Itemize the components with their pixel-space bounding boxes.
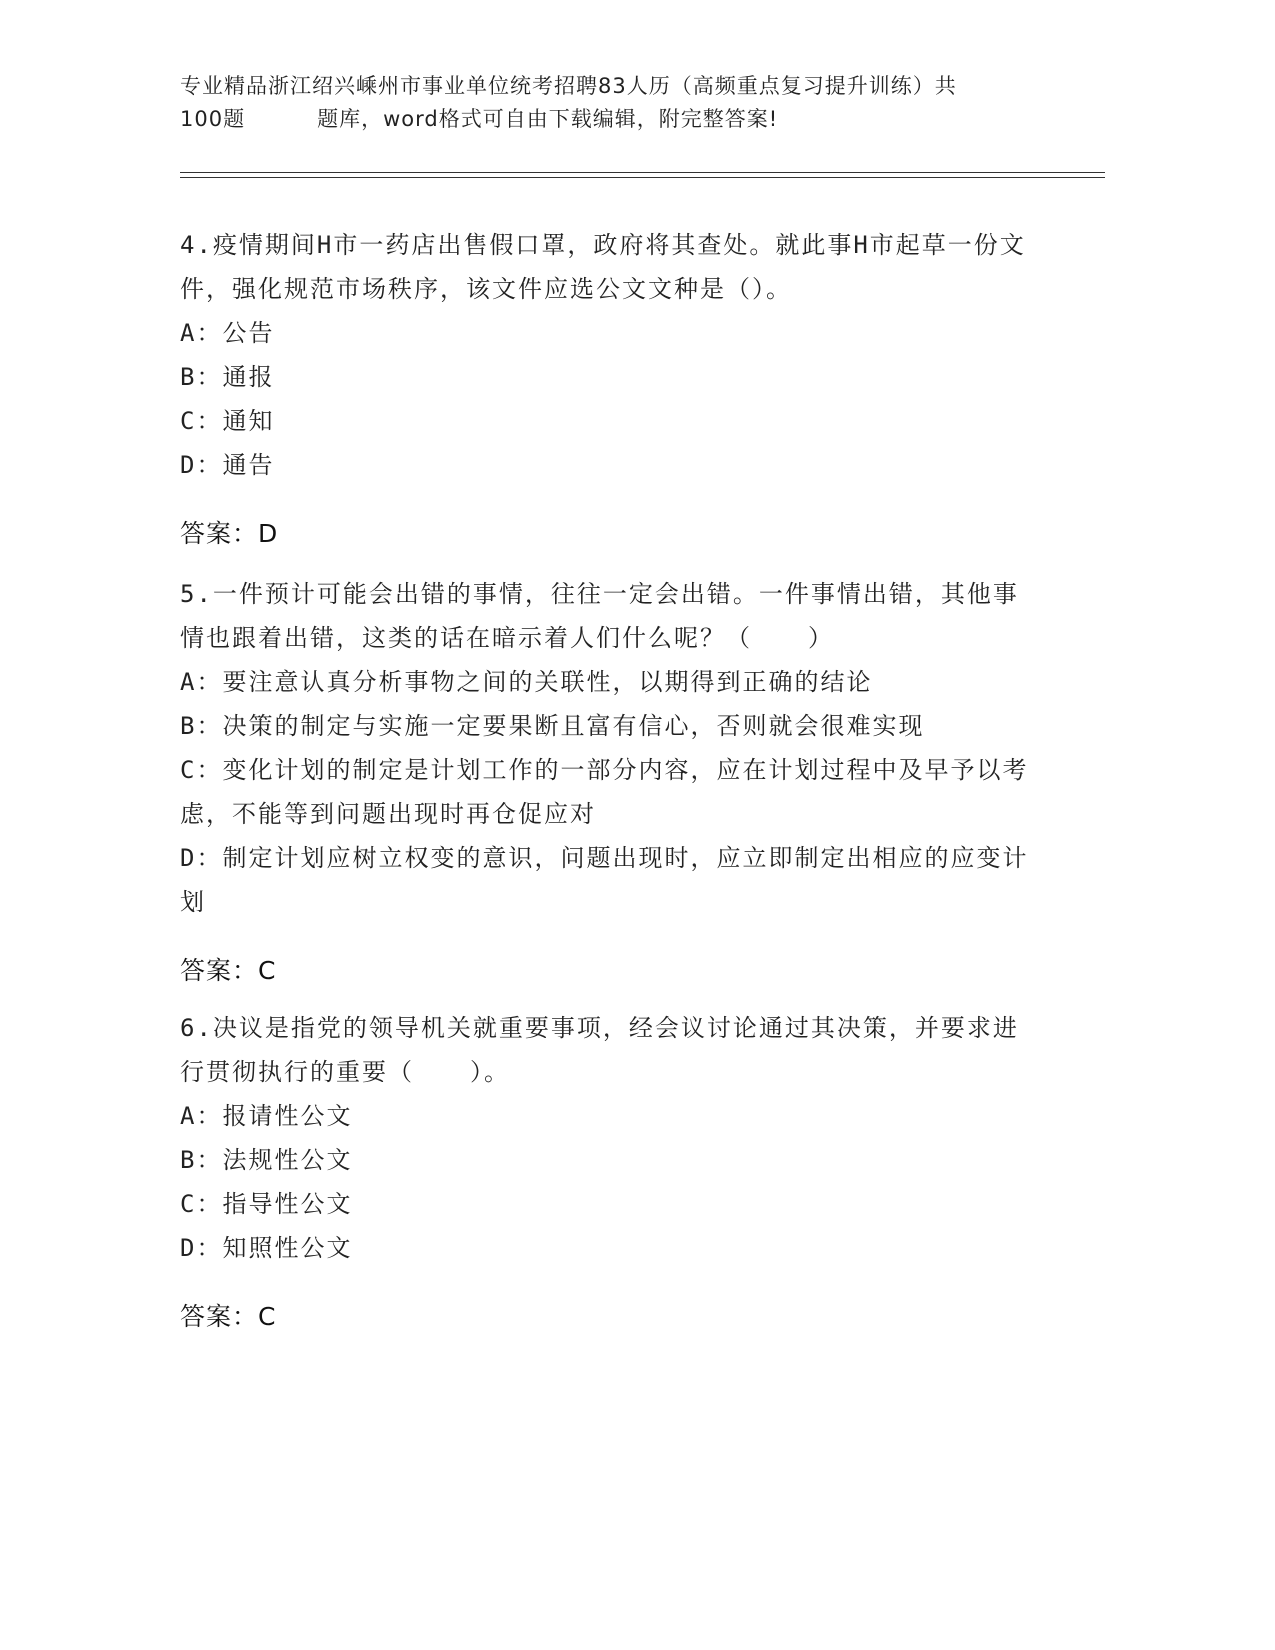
option-c: C：变化计划的制定是计划工作的一部分内容，应在计划过程中及早予以考虑，不能等到问题出现时再仓促应对 <box>180 756 1029 828</box>
question-stem-text: 5.一件预计可能会出错的事情，往往一定会出错。一件事情出错，其他事情也跟着出错，这类的话在暗示着人们什么呢？（ <box>180 580 1019 652</box>
document-header <box>180 70 1080 136</box>
question-4 <box>180 223 1040 581</box>
option-c: C：通知 <box>180 407 275 435</box>
header-description: 题库，word格式可自由下载编辑，附完整答案! <box>317 107 779 131</box>
option-b: B：法规性公文 <box>180 1146 353 1174</box>
option-b: B：通报 <box>180 363 275 391</box>
question-6 <box>180 1006 1040 1364</box>
header-title-line-1: 专业精品浙江绍兴嵊州市事业单位统考招聘83人历（高频重点复习提升训练）共 <box>180 74 957 98</box>
question-5 <box>180 572 1040 1018</box>
option-c: C：指导性公文 <box>180 1190 353 1218</box>
option-a: A：要注意认真分析事物之间的关联性，以期得到正确的结论 <box>180 668 873 696</box>
header-title-line-2 <box>180 103 1080 136</box>
question-stem-close: ） <box>808 624 834 652</box>
question-stem <box>180 572 1040 660</box>
header-divider-bottom <box>180 177 1105 178</box>
header-divider-top <box>180 172 1105 173</box>
answer-line: 答案：D <box>180 519 279 548</box>
option-d: D：知照性公文 <box>180 1234 353 1262</box>
option-d: D：制定计划应树立权变的意识，问题出现时，应立即制定出相应的应变计划 <box>180 844 1029 916</box>
question-stem <box>180 1006 1040 1094</box>
option-b: B：决策的制定与实施一定要果断且富有信心，否则就会很难实现 <box>180 712 925 740</box>
answer-line: 答案：C <box>180 956 277 985</box>
header-question-count: 100题 <box>180 107 246 131</box>
question-stem-text: 6.决议是指党的领导机关就重要事项，经会议讨论通过其决策，并要求进行贯彻执行的重要（ <box>180 1014 1019 1086</box>
option-a: A：公告 <box>180 319 275 347</box>
option-d: D：通告 <box>180 451 275 479</box>
question-stem-close: ）。 <box>470 1058 510 1086</box>
answer-line: 答案：C <box>180 1302 277 1331</box>
option-a: A：报请性公文 <box>180 1102 353 1130</box>
question-stem: 4.疫情期间H市一药店出售假口罩，政府将其查处。就此事H市起草一份文件，强化规范市场秩序，该文件应选公文文种是（）。 <box>180 231 1026 303</box>
